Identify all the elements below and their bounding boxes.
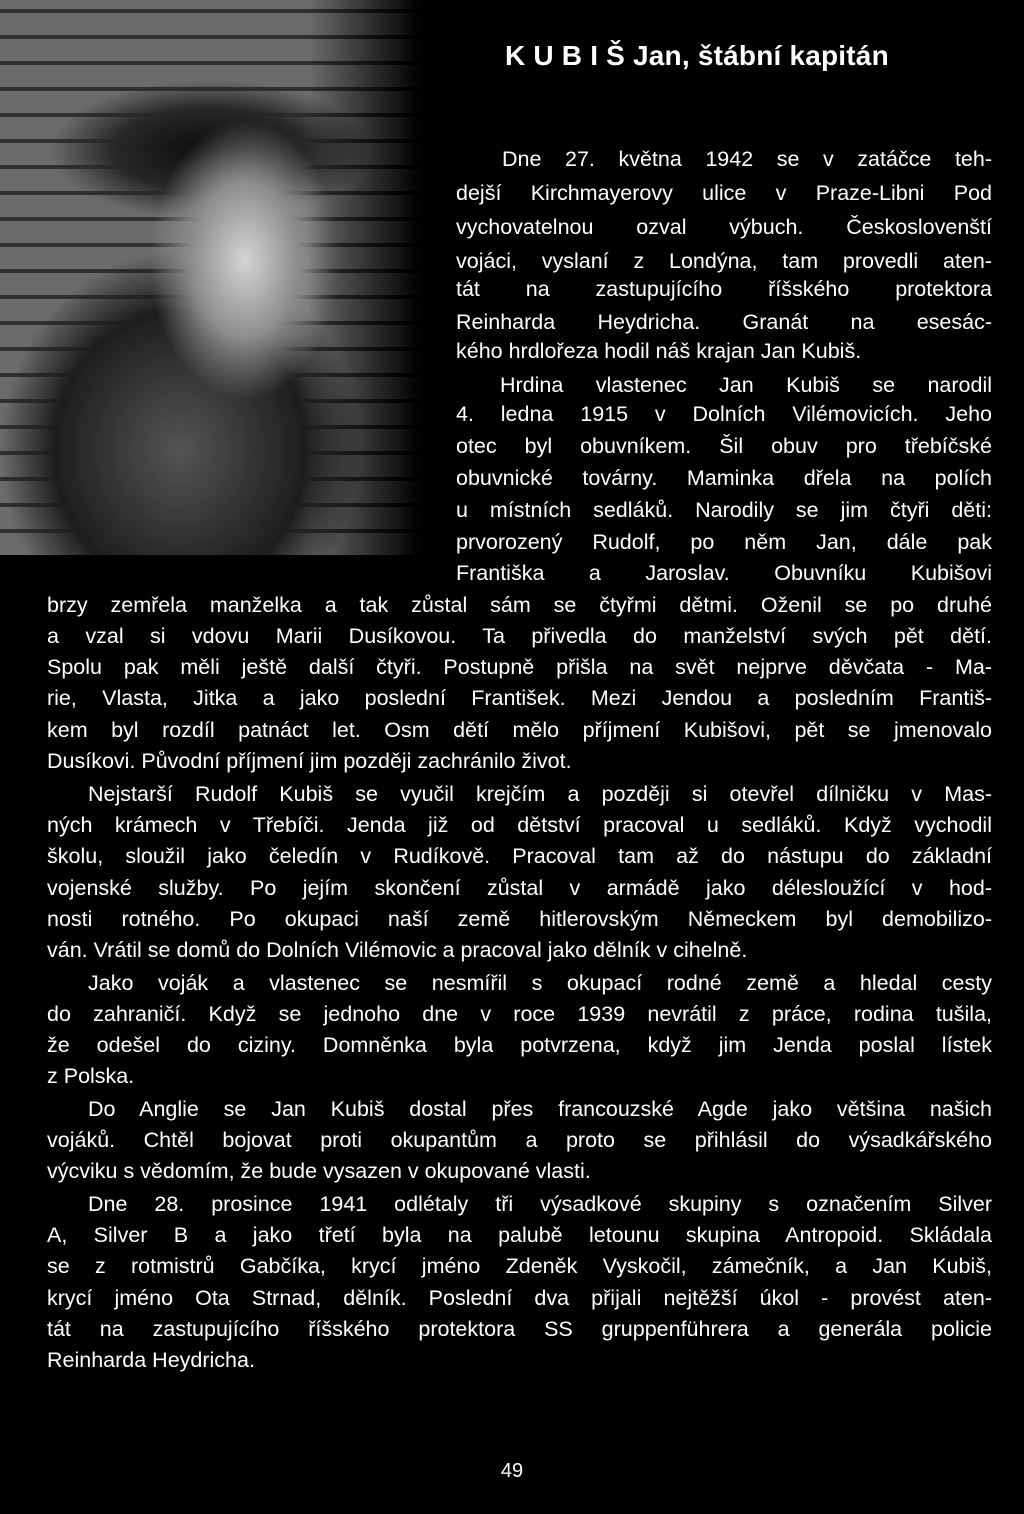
- text-line: Reinharda Heydricha. Granát na esesác-: [456, 310, 992, 334]
- portrait-photo: [0, 0, 440, 555]
- text-line: vojenské služby. Po jejím skončení zůstal v armádě jako délesloužící v hod-: [47, 876, 992, 900]
- text-line: Do Anglie se Jan Kubiš dostal přes francouzské Agde jako většina našich: [88, 1097, 992, 1121]
- text-line: Dusíkovi. Původní příjmení jim později zachránilo život.: [47, 749, 572, 773]
- text-line: Dne 28. prosince 1941 odlétaly tři výsadkové skupiny s označením Silver: [88, 1192, 992, 1216]
- text-line: do zahraničí. Když se jednoho dne v roce 1939 nevrátil z práce, rodina tušila,: [47, 1002, 992, 1026]
- text-line: ných krámech v Třebíči. Jenda již od dětství pracoval u sedláků. Když vychodil: [47, 813, 992, 837]
- text-line: A, Silver B a jako třetí byla na palubě letounu skupina Antropoid. Skládala: [47, 1223, 992, 1247]
- text-line: se z rotmistrů Gabčíka, krycí jméno Zdeněk Vyskočil, zámečník, a Jan Kubiš,: [47, 1254, 992, 1278]
- text-line: Františka a Jaroslav. Obuvníku Kubišovi: [456, 561, 992, 585]
- text-line: vojáků. Chtěl bojovat proti okupantům a proto se přihlásil do výsadkářského: [47, 1128, 992, 1152]
- text-line: krycí jméno Ota Strnad, dělník. Poslední dva přijali nejtěžší úkol - provést aten-: [47, 1286, 992, 1310]
- page-number: 49: [500, 1460, 524, 1482]
- text-line: tát na zastupujícího říšského protektora SS gruppenführera a generála policie: [47, 1317, 992, 1341]
- text-line: tát na zastupujícího říšského protektora: [456, 277, 992, 301]
- text-line: 4. ledna 1915 v Dolních Vilémovicích. Jeho: [456, 402, 992, 426]
- text-line: otec byl obuvníkem. Šil obuv pro třebíčské: [456, 434, 992, 458]
- page-title: K U B I Š Jan, štábní kapitán: [505, 40, 889, 71]
- text-line: vychovatelnou ozval výbuch. Českoslovenští: [456, 215, 992, 239]
- text-line: Reinharda Heydricha.: [47, 1348, 255, 1372]
- text-line: Dne 27. května 1942 se v zatáčce teh-: [502, 147, 992, 171]
- text-line: rie, Vlasta, Jitka a jako poslední František. Mezi Jendou a posledním Františ-: [47, 686, 992, 710]
- text-line: výcviku s vědomím, že bude vysazen v okupované vlasti.: [47, 1159, 591, 1183]
- text-line: a vzal si vdovu Marii Dusíkovou. Ta přivedla do manželství svých pět dětí.: [47, 624, 992, 648]
- text-line: ván. Vrátil se domů do Dolních Vilémovic a pracoval jako dělník v cihelně.: [47, 938, 748, 962]
- text-line: že odešel do ciziny. Domněnka byla potvrzena, když jim Jenda poslal lístek: [47, 1033, 992, 1057]
- text-line: brzy zemřela manželka a tak zůstal sám se čtyřmi dětmi. Oženil se po druhé: [47, 593, 992, 617]
- text-line: z Polska.: [47, 1064, 135, 1088]
- text-line: prvorozený Rudolf, po něm Jan, dále pak: [456, 530, 992, 554]
- text-line: Jako voják a vlastenec se nesmířil s okupací rodné země a hledal cesty: [88, 971, 992, 995]
- text-line: Spolu pak měli ještě další čtyři. Postupně přišla na svět nejprve děvčata - Ma-: [47, 655, 992, 679]
- text-line: kého hrdlořeza hodil náš krajan Jan Kubiš.: [456, 339, 862, 363]
- text-line: Nejstarší Rudolf Kubiš se vyučil krejčím a později si otevřel dílničku v Mas-: [88, 782, 992, 806]
- text-line: Hrdina vlastenec Jan Kubiš se narodil: [500, 373, 992, 397]
- text-line: nosti rotného. Po okupaci naší země hitlerovským Německem byl demobilizo-: [47, 907, 992, 931]
- text-line: kem byl rozdíl patnáct let. Osm dětí mělo příjmení Kubišovi, pět se jmenovalo: [47, 718, 992, 742]
- text-line: u místních sedláků. Narodily se jim čtyři děti:: [456, 498, 992, 522]
- text-line: obuvnické továrny. Maminka dřela na polích: [456, 466, 992, 490]
- text-line: školu, sloužil jako čeledín v Rudíkově. Pracoval tam až do nástupu do základní: [47, 844, 992, 868]
- text-line: dejší Kirchmayerovy ulice v Praze-Libni Pod: [456, 181, 992, 205]
- text-line: vojáci, vyslaní z Londýna, tam provedli aten-: [456, 249, 992, 273]
